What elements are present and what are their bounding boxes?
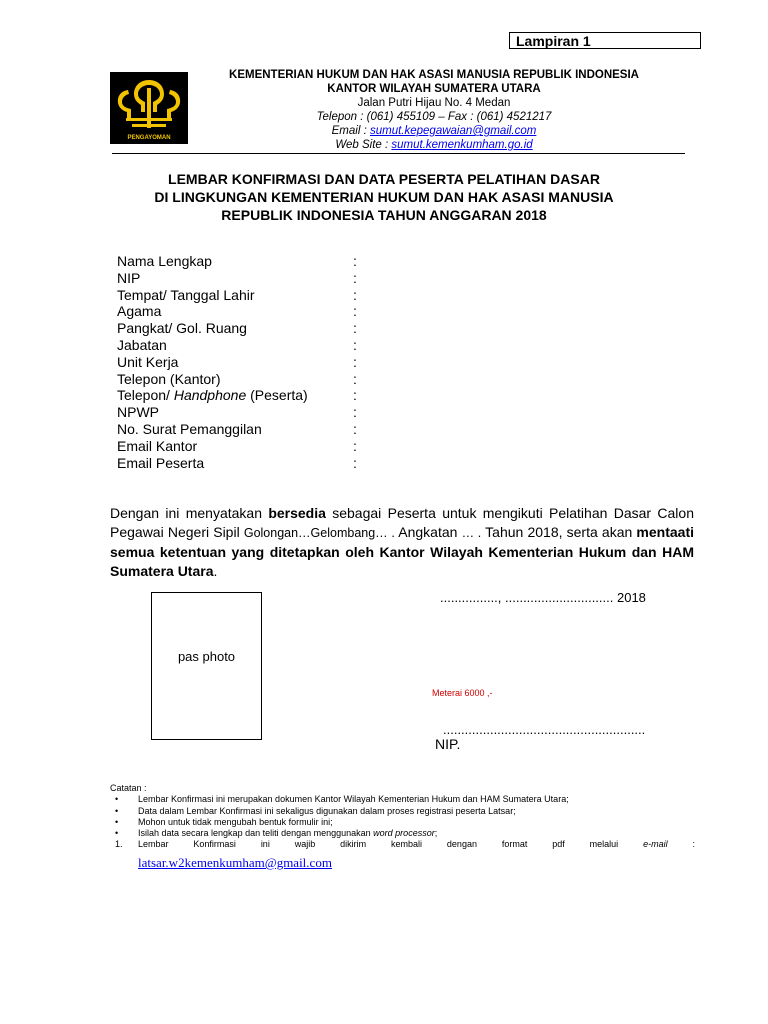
statement-text: Tahun 2018, serta akan — [481, 524, 637, 540]
note-word-italic: e-mail — [643, 839, 668, 850]
field-colon: : — [353, 404, 357, 421]
note-text: Mohon untuk tidak mengubah bentuk formulir ini; — [138, 816, 333, 827]
field-label — [117, 455, 204, 472]
field-label-text: Telepon (Kantor) — [117, 370, 221, 387]
statement-text: sebagai Peserta untuk mengikuti Pelatihan Dasar Calon Pegawai Negeri Sipil — [110, 505, 694, 540]
field-colon: : — [353, 286, 357, 303]
field-label-text: Pangkat/ Gol. Ruang — [117, 320, 247, 337]
field-label — [117, 337, 167, 354]
field-row — [117, 337, 397, 354]
field-label-text: Nama Lengkap — [117, 253, 212, 269]
field-colon: : — [353, 253, 357, 269]
statement-golongan: Golongan…Gelombang… . — [243, 526, 395, 540]
field-label-suffix: (Peserta) — [246, 387, 308, 404]
field-label-text: Email Kantor — [117, 437, 198, 454]
field-colon: : — [353, 269, 357, 286]
statement-bold-comply: mentaati semua ketentuan yang ditetapkan oleh Kantor Wilayah Kementerian Hukum dan HAM Sumatera Utara — [110, 524, 694, 579]
field-label — [117, 404, 159, 421]
note-word: ini — [260, 839, 270, 850]
field-row — [117, 287, 397, 304]
note-text: Data dalam Lembar Konfirmasi ini sekaligus digunakan dalam proses registrasi peserta Latsar; — [138, 805, 516, 816]
statement-bold-willing: bersedia — [268, 505, 326, 521]
note-word: dikirim — [340, 839, 367, 850]
title-line-3: REPUBLIK INDONESIA TAHUN ANGGARAN 2018 — [221, 207, 547, 223]
field-colon: : — [353, 454, 357, 471]
note-word: Lembar — [138, 839, 169, 850]
note-item-numbered — [110, 839, 695, 850]
bullet-icon: • — [115, 794, 119, 805]
bullet-icon: • — [115, 805, 119, 816]
field-label-text: Jabatan — [117, 336, 167, 353]
header-office: KANTOR WILAYAH SUMATERA UTARA — [327, 83, 541, 95]
field-label — [117, 303, 161, 320]
field-label — [117, 287, 255, 304]
date-line: ................, .............................. 2018 — [440, 590, 646, 605]
field-label-text: No. Surat Pemanggilan — [117, 420, 262, 437]
signature-nip-label: NIP. — [435, 736, 461, 752]
header-divider — [112, 153, 685, 154]
submission-email-link[interactable]: latsar.w2kemenkumham@gmail.com — [138, 855, 332, 870]
stamp-duty-label: Meterai 6000 ,- — [432, 688, 493, 698]
note-item — [110, 794, 695, 805]
note-word: Konfirmasi — [193, 839, 236, 850]
field-row — [117, 354, 397, 371]
field-label-text: Unit Kerja — [117, 353, 179, 370]
field-colon: : — [353, 336, 357, 353]
bullet-icon: • — [115, 828, 119, 839]
note-number: 1. — [115, 839, 123, 850]
field-label-text: Email Peserta — [117, 454, 205, 471]
note-item — [110, 817, 695, 828]
header-phone: Telepon : (061) 455109 – Fax : (061) 4521217 — [316, 111, 552, 123]
note-word: format — [501, 839, 528, 850]
field-row — [117, 455, 397, 472]
photo-box — [151, 592, 262, 740]
document-title — [100, 170, 668, 224]
field-label-text: Telepon/ — [117, 387, 174, 404]
statement-text: Dengan ini menyatakan — [110, 505, 269, 521]
statement-text: Angkatan — [394, 524, 462, 540]
field-row — [117, 253, 397, 270]
header-website-link[interactable]: sumut.kemenkumham.go.id — [391, 139, 533, 151]
note-text-part: Isilah data secara lengkap dan teliti dengan menggunakan — [138, 828, 374, 839]
field-row — [117, 438, 397, 455]
field-colon: : — [353, 353, 357, 370]
header-website-label: Web Site : — [335, 139, 392, 151]
note-item — [110, 806, 695, 817]
note-word: melalui — [589, 839, 619, 850]
title-line-2: DI LINGKUNGAN KEMENTERIAN HUKUM DAN HAK ASASI MANUSIA — [154, 189, 614, 205]
field-label — [117, 438, 197, 455]
field-colon: : — [353, 420, 357, 437]
header-email-label: Email : — [331, 125, 370, 137]
field-label — [117, 371, 221, 388]
header-email-link[interactable]: sumut.kepegawaian@gmail.com — [369, 125, 537, 137]
signature-line: ........................................................ — [443, 722, 646, 737]
title-line-1: LEMBAR KONFIRMASI DAN DATA PESERTA PELATIHAN DASAR — [168, 171, 600, 187]
note-text: Lembar Konfirmasi ini merupakan dokumen Kantor Wilayah Kementerian Hukum dan HAM Sumatera Utara; — [138, 794, 569, 805]
statement-angkatan: … . — [461, 526, 482, 540]
field-row — [117, 421, 397, 438]
bullet-icon: • — [115, 816, 119, 827]
notes-heading: Catatan : — [110, 783, 147, 793]
notes-section — [110, 783, 695, 851]
header-email-row — [192, 124, 676, 138]
field-row — [117, 404, 397, 421]
note-text — [138, 828, 695, 839]
field-label-italic: Handphone — [173, 387, 247, 404]
note-text-italic: word processor — [373, 828, 435, 839]
note-text-part: ; — [434, 828, 438, 839]
field-label — [117, 320, 247, 337]
field-colon: : — [353, 303, 357, 320]
header-website-row — [192, 138, 676, 152]
field-row — [117, 320, 397, 337]
field-colon: : — [353, 387, 357, 404]
note-word: dengan — [446, 839, 477, 850]
note-word: kembali — [391, 839, 423, 850]
field-row — [117, 371, 397, 388]
field-label — [117, 253, 212, 270]
field-label — [117, 270, 140, 287]
field-label-text: Tempat/ Tanggal Lahir — [117, 286, 255, 303]
field-label — [117, 421, 262, 438]
field-label-text: Agama — [117, 303, 162, 320]
header-ministry: KEMENTERIAN HUKUM DAN HAK ASASI MANUSIA REPUBLIK INDONESIA — [229, 69, 639, 81]
field-row — [117, 270, 397, 287]
field-colon: : — [353, 437, 357, 454]
photo-label: pas photo — [177, 649, 236, 664]
field-row — [117, 303, 397, 320]
field-colon: : — [353, 320, 357, 337]
field-label-text: NPWP — [117, 404, 159, 421]
field-label-text: NIP — [117, 269, 141, 286]
participant-fields — [117, 253, 397, 471]
note-item — [110, 828, 695, 839]
attachment-label: Lampiran 1 — [509, 32, 701, 49]
logo-text: PENGAYOMAN — [127, 135, 171, 141]
field-label — [117, 387, 308, 404]
field-row — [117, 387, 397, 404]
note-word: pdf — [552, 839, 565, 850]
ministry-logo — [110, 72, 188, 144]
note-word: : — [692, 839, 695, 850]
statement-paragraph — [110, 504, 694, 581]
statement-text: . — [213, 563, 218, 579]
note-text-justified — [138, 839, 695, 850]
field-label — [117, 354, 178, 371]
header-address: Jalan Putri Hijau No. 4 Medan — [357, 97, 511, 109]
note-word: wajib — [294, 839, 316, 850]
field-colon: : — [353, 370, 357, 387]
letterhead — [192, 68, 676, 152]
